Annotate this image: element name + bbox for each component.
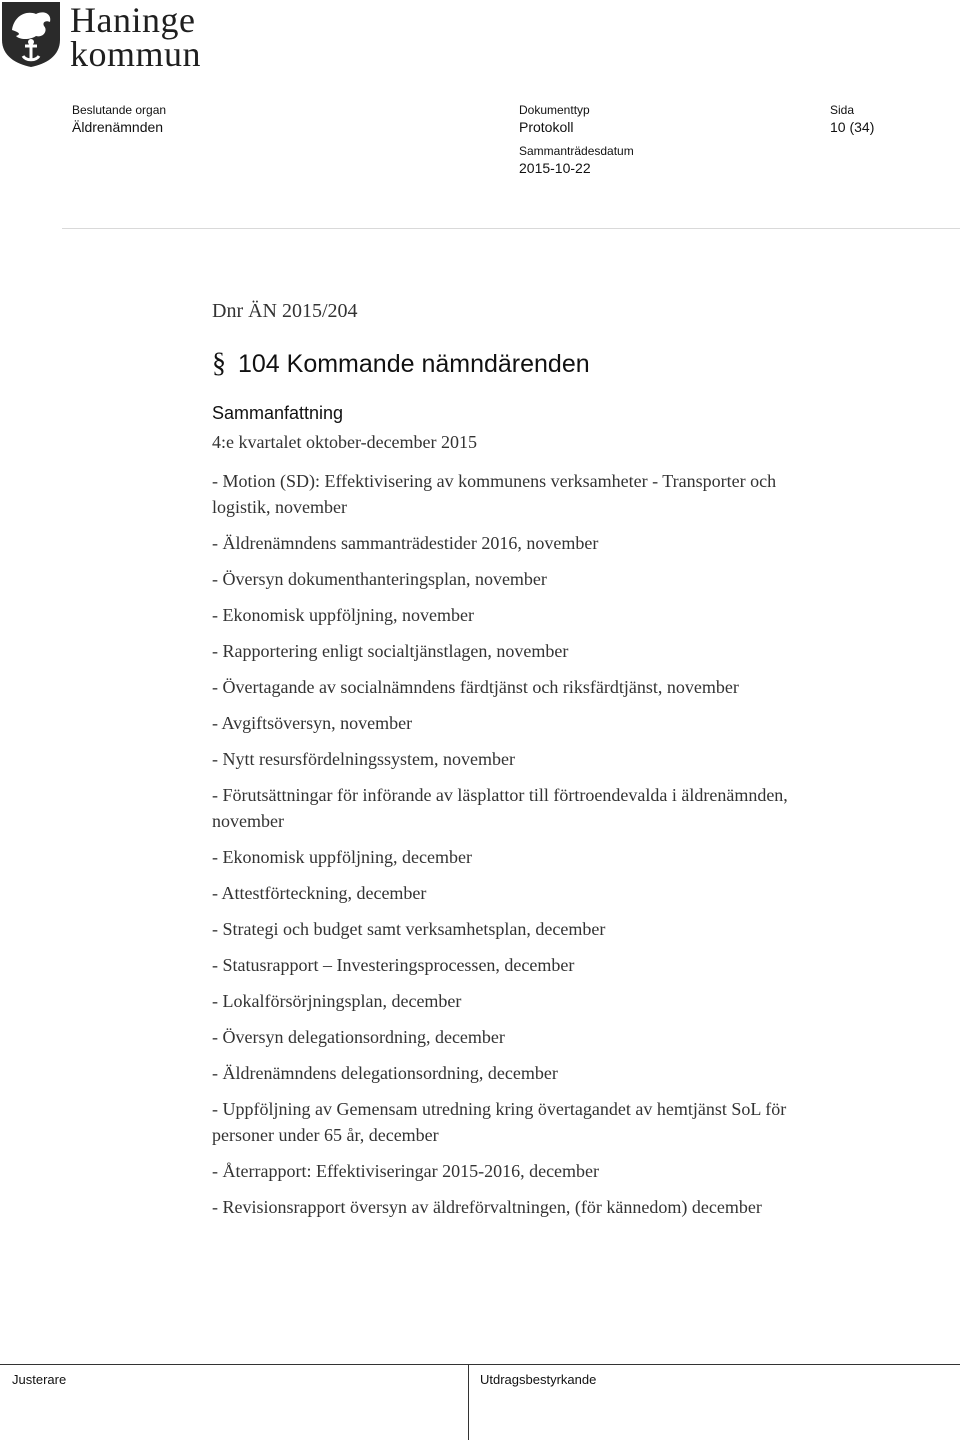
agenda-item: - Äldrenämndens delegationsordning, december [212,1063,558,1083]
agenda-item: - Äldrenämndens sammanträdestider 2016, november [212,533,599,553]
agenda-item: - Övertagande av socialnämndens färdtjänst och riksfärdtjänst, november [212,677,739,697]
section-symbol: § [212,348,226,379]
footer-column-divider [468,1364,469,1440]
agenda-item: - Ekonomisk uppföljning, december [212,847,472,867]
agenda-item: - Strategi och budget samt verksamhetsplan, december [212,919,606,939]
date-value: 2015-10-22 [519,160,591,176]
header-divider [62,228,960,229]
coat-of-arms-icon [0,0,62,68]
agenda-item: - Motion (SD): Effektivisering av kommunens verksamheter - Transporter och logistik, november [212,471,777,517]
logo-text-kommun: kommun [70,34,202,74]
agenda-item: - Nytt resursfördelningssystem, november [212,749,515,769]
agenda-item: - Avgiftsöversyn, november [212,713,413,733]
agenda-list [212,468,812,1230]
logo-text-haninge: Haninge [70,0,196,40]
doctype-value: Protokoll [519,119,574,135]
agenda-item: - Rapportering enligt socialtjänstlagen, november [212,641,569,661]
period-text: 4:e kvartalet oktober-december 2015 [212,432,478,452]
organ-label: Beslutande organ [72,103,167,117]
page-label: Sida [830,103,855,117]
meta-page [830,102,874,136]
agenda-item: - Statusrapport – Investeringsprocessen, december [212,955,575,975]
agenda-item: - Ekonomisk uppföljning, november [212,605,474,625]
agenda-item: - Revisionsrapport översyn av äldreförvaltningen, (för kännedom) december [212,1197,762,1217]
agenda-item: - Översyn delegationsordning, december [212,1027,505,1047]
page-number: 10 (34) [830,119,875,135]
section-title: 104 Kommande nämndärenden [238,350,590,378]
doctype-label: Dokumenttyp [519,103,590,117]
agenda-item: - Uppföljning av Gemensam utredning kring övertagandet av hemtjänst SoL för personer under 65 år, december [212,1099,787,1145]
meta-date [519,143,634,177]
date-label: Sammanträdesdatum [519,144,634,158]
agenda-item: - Översyn dokumenthanteringsplan, november [212,569,547,589]
organ-value: Äldrenämnden [72,119,164,135]
summary-heading: Sammanfattning [212,403,344,423]
diary-number: Dnr ÄN 2015/204 [212,300,358,322]
agenda-item: - Förutsättningar för införande av läsplattor till förtroendevalda i äldrenämnden, november [212,785,788,831]
meta-organ [72,102,166,136]
agenda-item: - Återrapport: Effektiviseringar 2015-2016, december [212,1161,600,1181]
agenda-item: - Lokalförsörjningsplan, december [212,991,462,1011]
justerare-label: Justerare [12,1372,67,1387]
utdragsbestyrkande-label: Utdragsbestyrkande [480,1372,597,1387]
agenda-item: - Attestförteckning, december [212,883,427,903]
meta-doctype [519,102,590,136]
municipality-logo [0,0,230,72]
footer-divider [0,1364,960,1365]
section-heading [212,348,590,380]
